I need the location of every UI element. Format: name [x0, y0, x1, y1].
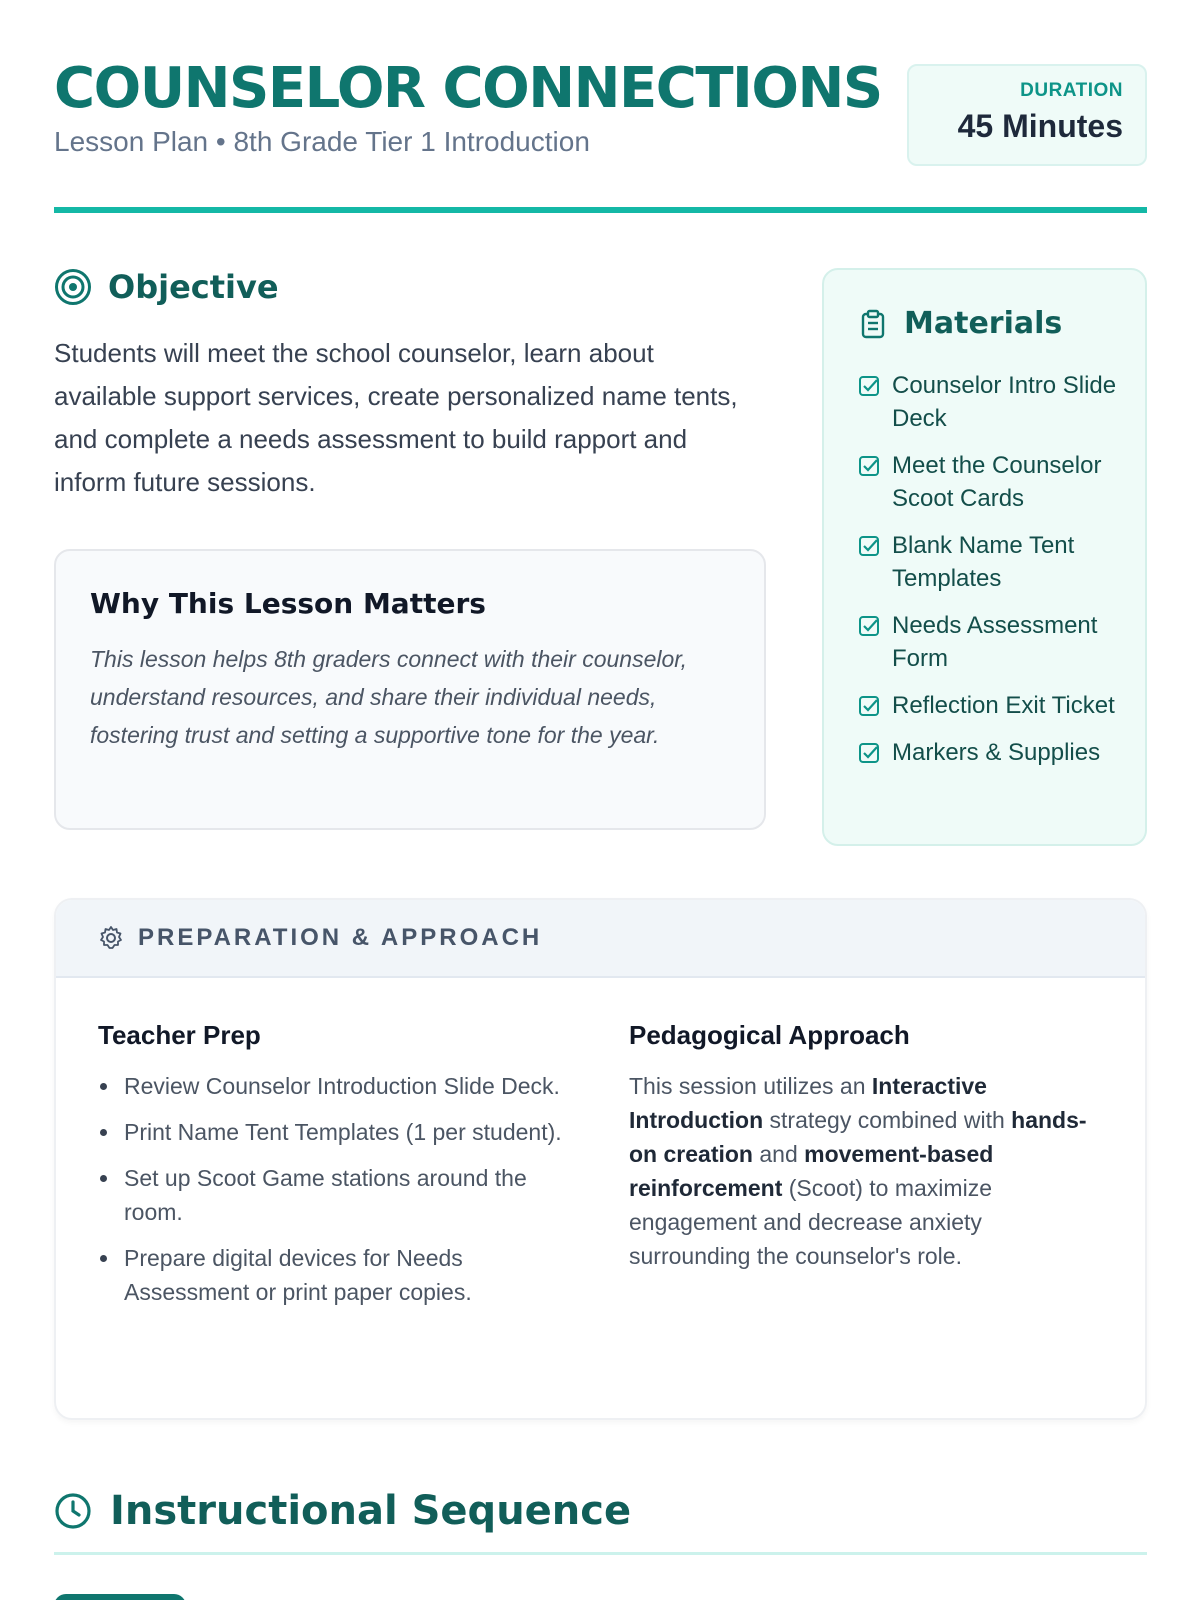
- header-divider: [54, 207, 1147, 213]
- page-title: COUNSELOR CONNECTIONS: [54, 56, 882, 121]
- page-subtitle: Lesson Plan • 8th Grade Tier 1 Introduction: [54, 126, 590, 157]
- approach-text-part: This session utilizes an: [629, 1073, 872, 1099]
- materials-heading: Materials: [904, 306, 1063, 341]
- list-item: Prepare digital devices for Needs Assessment or print paper copies.: [98, 1241, 568, 1309]
- objective-heading-row: [54, 268, 774, 306]
- checkbox-checked-icon: [858, 695, 880, 717]
- why-this-matters-card: [54, 549, 766, 830]
- list-item: [858, 449, 1121, 515]
- why-text: This lesson helps 8th graders connect with their counselor, understand resources, and share their individual needs, fostering trust and setting a supportive tone for the year.: [90, 646, 688, 748]
- preparation-heading: PREPARATION & APPROACH: [138, 924, 543, 951]
- approach-text-part: and: [752, 1141, 805, 1167]
- checkbox-checked-icon: [858, 375, 880, 397]
- teacher-prep-heading: Teacher Prep: [98, 1020, 261, 1050]
- material-label: Needs Assessment Form: [892, 612, 1098, 672]
- materials-heading-row: [858, 306, 1121, 341]
- approach-text: [629, 1069, 1109, 1273]
- list-item: Print Name Tent Templates (1 per student).: [98, 1115, 568, 1149]
- sequence-divider: [54, 1552, 1147, 1555]
- sequence-step-tab: [54, 1594, 186, 1600]
- approach-text-part: (Scoot) to maximize engagement and decrease anxiety surrounding the counselor's role.: [629, 1175, 992, 1269]
- material-label: Blank Name Tent Templates: [892, 532, 1075, 592]
- duration-value: 45 Minutes: [957, 108, 1123, 144]
- checkbox-checked-icon: [858, 535, 880, 557]
- materials-list: [858, 369, 1121, 769]
- approach-emphasis: movement-based reinforcement: [629, 1141, 994, 1201]
- list-item: Set up Scoot Game stations around the room.: [98, 1161, 568, 1229]
- teacher-prep-list: [98, 1069, 568, 1309]
- materials-card: [822, 268, 1147, 846]
- teacher-prep-column: [98, 1020, 568, 1321]
- pedagogical-approach-column: [629, 1020, 1109, 1273]
- list-item: Review Counselor Introduction Slide Deck.: [98, 1069, 568, 1103]
- approach-text-part: strategy combined with: [763, 1107, 1012, 1133]
- material-label: Meet the Counselor Scoot Cards: [892, 452, 1102, 512]
- instructional-sequence-section: [54, 1488, 1147, 1534]
- sequence-heading-row: [54, 1488, 1147, 1534]
- material-label: Reflection Exit Ticket: [892, 692, 1115, 719]
- clock-icon: [54, 1492, 92, 1530]
- checkbox-checked-icon: [858, 615, 880, 637]
- preparation-header: [56, 900, 1145, 978]
- material-label: Counselor Intro Slide Deck: [892, 372, 1117, 432]
- checkbox-checked-icon: [858, 742, 880, 764]
- lesson-plan-page: [54, 0, 1147, 1534]
- gear-icon: [98, 925, 124, 951]
- header: [54, 0, 1147, 214]
- list-item: [858, 609, 1121, 675]
- list-item: [858, 736, 1121, 769]
- duration-label: DURATION: [1020, 80, 1123, 101]
- objective-text: Students will meet the school counselor, learn about available support services, create personalized name tents, and complete a needs assessment to build rapport and inform future sessions.: [54, 338, 738, 497]
- preparation-card: [54, 898, 1147, 1420]
- why-heading: Why This Lesson Matters: [90, 587, 486, 620]
- approach-emphasis: hands-on creation: [629, 1107, 1087, 1167]
- objective-heading: Objective: [108, 268, 279, 306]
- approach-emphasis: Interactive Introduction: [629, 1073, 987, 1133]
- checkbox-checked-icon: [858, 455, 880, 477]
- list-item: [858, 689, 1121, 722]
- material-label: Markers & Supplies: [892, 739, 1101, 766]
- clipboard-icon: [858, 309, 888, 339]
- list-item: [858, 369, 1121, 435]
- objective-section: [54, 268, 774, 504]
- duration-card: [907, 64, 1147, 166]
- target-icon: [54, 268, 92, 306]
- list-item: [858, 529, 1121, 595]
- approach-heading: Pedagogical Approach: [629, 1020, 910, 1050]
- sequence-heading: Instructional Sequence: [110, 1488, 632, 1534]
